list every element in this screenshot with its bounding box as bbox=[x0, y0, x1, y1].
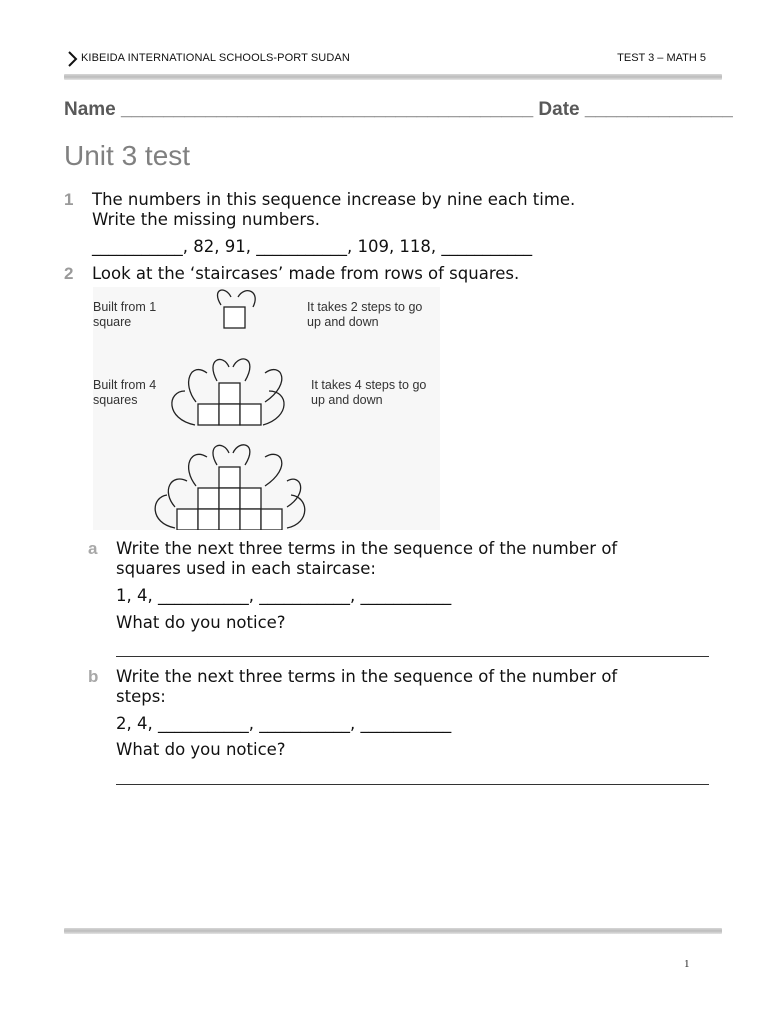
question-1-line2: Write the missing numbers. bbox=[92, 210, 320, 229]
question-1-line1: The numbers in this sequence increase by nine each time. bbox=[92, 190, 576, 209]
staircase-2-square bbox=[198, 404, 219, 425]
step-arrow bbox=[213, 359, 229, 381]
step-arrow bbox=[189, 370, 207, 402]
staircase-1-square bbox=[224, 307, 245, 328]
part-a-answer-line[interactable] bbox=[116, 656, 709, 657]
chevron-right-icon bbox=[66, 50, 80, 68]
step-arrow bbox=[287, 479, 301, 507]
part-a-line1: Write the next three terms in the sequence of the number of bbox=[116, 539, 618, 558]
staircase-3-square bbox=[240, 488, 261, 509]
test-label: TEST 3 – MATH 5 bbox=[617, 52, 706, 64]
step-arrow bbox=[168, 479, 187, 507]
step-arrow bbox=[233, 445, 250, 465]
step-arrow bbox=[155, 495, 175, 528]
step-arrow bbox=[265, 370, 282, 402]
staircase-3-square bbox=[219, 467, 240, 488]
footer-divider bbox=[64, 928, 722, 934]
name-date-row: Name _______________________________________ Date ______________ bbox=[64, 99, 733, 120]
part-b-sequence: 2, 4, ___________, ___________, ___________ bbox=[116, 714, 452, 733]
question-2-number: 2 bbox=[64, 264, 74, 283]
staircase-3-square bbox=[219, 509, 240, 530]
part-b-letter: b bbox=[88, 667, 99, 686]
staircase-drawings bbox=[93, 287, 440, 530]
part-a-notice: What do you notice? bbox=[116, 613, 286, 632]
staircase-3-square bbox=[177, 509, 198, 530]
part-a-sequence: 1, 4, ___________, ___________, ___________ bbox=[116, 586, 452, 605]
staircase-2-square bbox=[219, 383, 240, 404]
figure-steps-2-label: It takes 2 steps to go up and down bbox=[307, 300, 423, 329]
staircase-3-square bbox=[198, 488, 219, 509]
page-number: 1 bbox=[684, 958, 690, 970]
part-b-line2: steps: bbox=[116, 687, 166, 706]
step-arrow bbox=[213, 445, 229, 465]
figure-built-4-label: Built from 4 squares bbox=[93, 378, 157, 407]
staircase-2-square bbox=[240, 404, 261, 425]
figure-steps-4-label: It takes 4 steps to go up and down bbox=[311, 378, 427, 407]
page-title: Unit 3 test bbox=[64, 140, 191, 171]
step-arrow bbox=[238, 291, 255, 307]
question-1-number: 1 bbox=[64, 190, 74, 209]
staircase-3-square bbox=[240, 509, 261, 530]
staircase-3-square bbox=[198, 509, 219, 530]
part-a-letter: a bbox=[88, 539, 98, 558]
step-arrow bbox=[265, 454, 282, 486]
staircase-3-square bbox=[261, 509, 282, 530]
question-2-text: Look at the ‘staircases’ made from rows of squares. bbox=[92, 264, 520, 283]
figure-built-1-label: Built from 1 square bbox=[93, 300, 157, 329]
staircase-3-square bbox=[219, 488, 240, 509]
step-arrow bbox=[218, 290, 232, 305]
step-arrow bbox=[263, 391, 284, 425]
header-divider bbox=[64, 74, 722, 80]
part-a-line2: squares used in each staircase: bbox=[116, 559, 376, 578]
school-name: KIBEIDA INTERNATIONAL SCHOOLS-PORT SUDAN bbox=[81, 52, 350, 64]
question-1-sequence: ___________, 82, 91, ___________, 109, 118, ___________ bbox=[92, 237, 533, 256]
part-b-answer-line[interactable] bbox=[116, 784, 709, 785]
staircase-2-square bbox=[219, 404, 240, 425]
step-arrow bbox=[233, 359, 250, 381]
part-b-line1: Write the next three terms in the sequence of the number of bbox=[116, 667, 618, 686]
step-arrow bbox=[189, 454, 207, 486]
part-b-notice: What do you notice? bbox=[116, 740, 286, 759]
